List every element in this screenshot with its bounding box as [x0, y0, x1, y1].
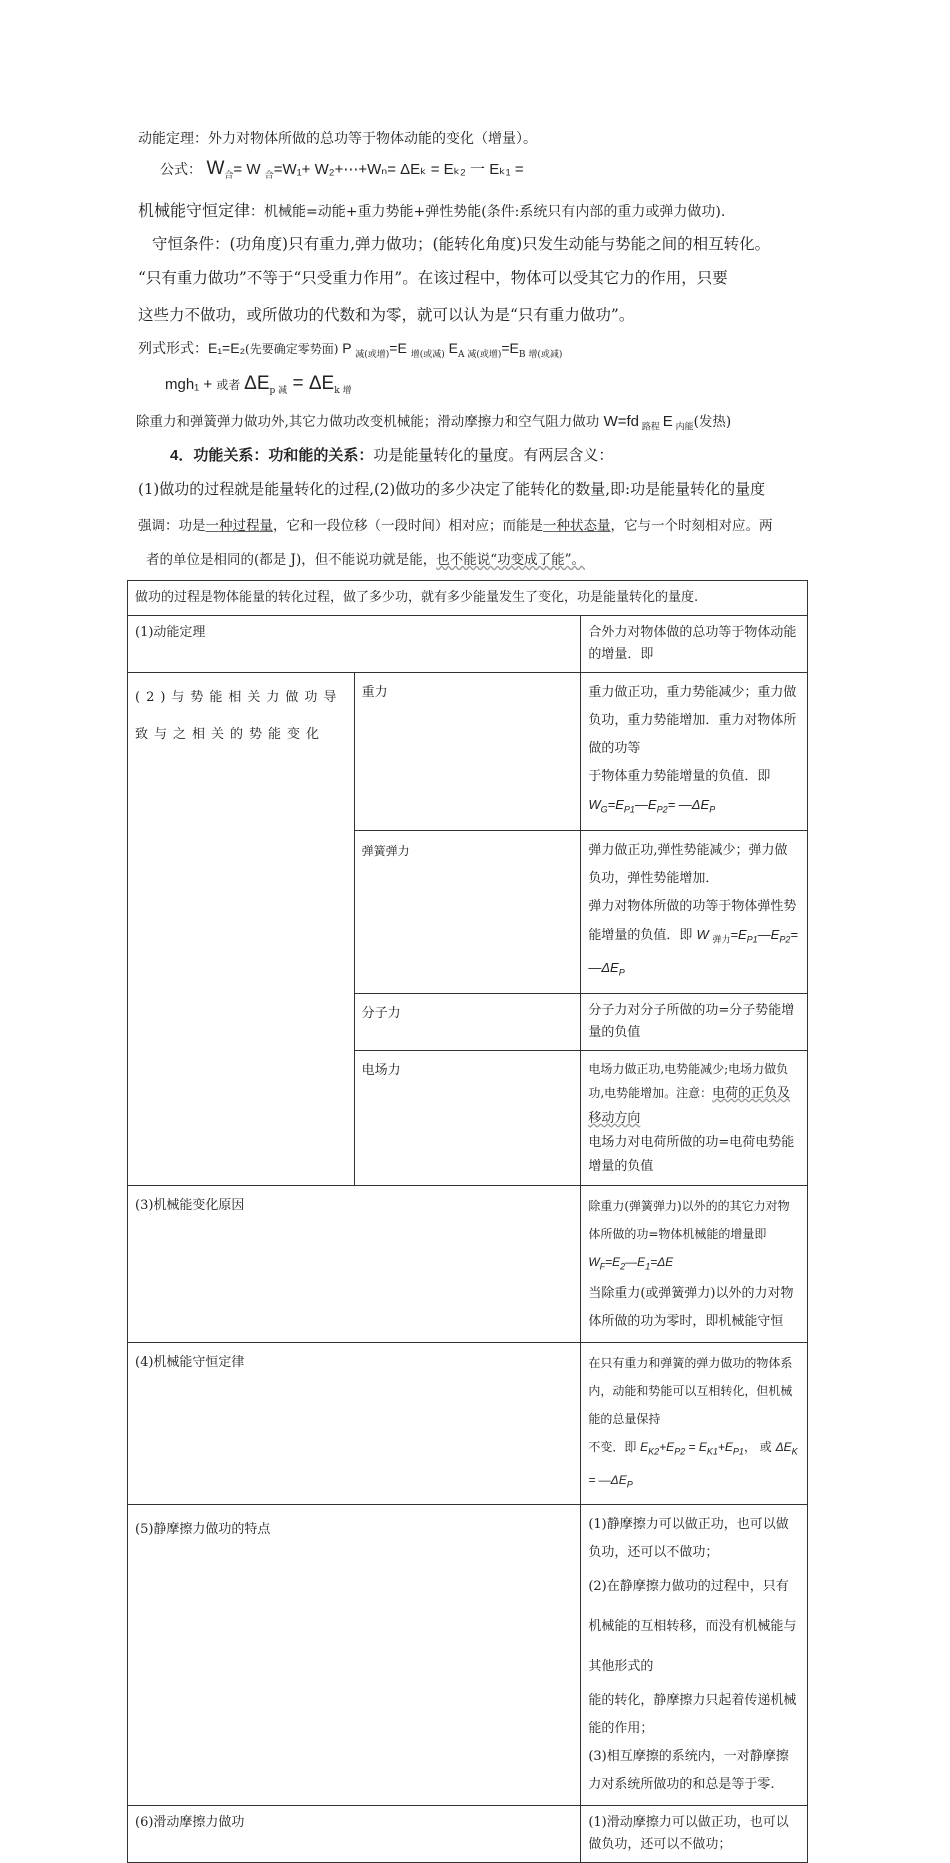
- r4-e2-sub: P2: [674, 1446, 686, 1457]
- g-de: = —ΔE: [667, 797, 710, 812]
- row-content: [581, 1185, 808, 1342]
- g-e2: —E: [634, 797, 657, 812]
- emphasis-c: ，它和一段位移（一段时间）相对应；而能是: [273, 518, 543, 534]
- units-line: [146, 548, 585, 568]
- static-friction-text-4: (3)相互摩擦的系统内，一对静摩擦力对系统所做功的和总是等于零.: [588, 1748, 789, 1792]
- conservation-text-2: [588, 1433, 800, 1498]
- row-content: 分子力对分子所做的功=分子势能增量的负值: [581, 993, 808, 1050]
- row-sublabel: 分子力: [354, 993, 581, 1050]
- emphasis-e: ，它与一个时刻相对应。两: [610, 518, 773, 534]
- electric-text-2: 电场力对电荷所做的功=电荷电势能增量的负值: [588, 1134, 795, 1174]
- mech-change-text-1: [588, 1192, 800, 1280]
- row-content: 合外力对物体做的总功等于物体动能的增量．即: [581, 616, 808, 673]
- conservation-conditions-line: 守恒条件：(功角度)只有重力,弹力做功；(能转化角度)只发生动能与势能之间的相互转化。: [152, 235, 771, 253]
- g-w: W: [588, 797, 601, 812]
- process-quantity: 一种过程量: [205, 518, 273, 534]
- electric-text-1a: 电场力做正功,电势能减少;电场力做负功,电势能增加。注意：: [588, 1061, 789, 1100]
- work-energy-table: [127, 580, 808, 1863]
- row-sublabel: 重力: [354, 673, 581, 831]
- r4-e3: = E: [685, 1440, 707, 1455]
- kinetic-energy-theorem-line: 动能定理：外力对物体所做的总功等于物体动能的变化（增量）。: [138, 131, 537, 147]
- eq-e: =E: [389, 340, 411, 356]
- row-label: (4)机械能守恒定律: [128, 1343, 581, 1505]
- delta-ep: ΔE: [244, 373, 270, 394]
- g-w-sub: G: [600, 804, 608, 815]
- r4-or: ， 或: [743, 1440, 776, 1455]
- emphasis-line: [138, 514, 773, 534]
- friction-work-line: [136, 410, 731, 433]
- eq-eb-sub: B 增(或减): [518, 349, 563, 360]
- electric-text-1b: 电荷的正负及移动方向: [588, 1085, 791, 1126]
- delta-ep-sub: p 减: [269, 386, 288, 396]
- r4-e4-sub: P1: [732, 1446, 744, 1457]
- static-friction-text-3: 能的转化，静摩擦力只起着传递机械能的作用；: [588, 1692, 797, 1736]
- row-content: (1)滑动摩擦力可以做正功，也可以做负功，还可以不做功；: [581, 1805, 808, 1862]
- section-4-number: 4．: [170, 447, 194, 464]
- conservation-text-1: 在只有重力和弹簧的弹力做功的物体系内，动能和势能可以互相转化，但机械能的总量保持: [588, 1356, 793, 1427]
- section-4-heading: [170, 444, 613, 465]
- table-header-cell: 做功的过程是物体能量的转化过程，做了多少功，就有多少能量发生了变化，功是能量转化的量度.: [128, 581, 808, 616]
- s-w: W: [696, 926, 713, 942]
- r4-dep-sub: P: [626, 1478, 633, 1489]
- two-meanings-line: (1)做功的过程就是能量转化的过程,(2)做功的多少决定了能转化的数量,即:功是能量转化的量度: [138, 480, 766, 498]
- s-e: =E: [730, 926, 747, 942]
- r4-dep: = —ΔE: [588, 1472, 627, 1487]
- r4-dek: ΔE: [775, 1440, 792, 1455]
- row-content: [581, 1504, 808, 1805]
- formula-line: [160, 158, 524, 181]
- row-label: (6)滑动摩擦力做功: [128, 1805, 581, 1862]
- r3-w-sub: F: [599, 1261, 606, 1272]
- formula-he2: 合: [264, 170, 274, 181]
- s-w-sub: 弹力: [712, 935, 731, 946]
- formula-w: W: [206, 158, 225, 179]
- table-row: [128, 673, 808, 831]
- eq-p-sub: 减(或增): [355, 349, 390, 360]
- spring-text-1: 弹力做正功,弹性势能减少；弹力做负功，弹性势能增加．: [588, 842, 788, 886]
- r4-e-sub: K2: [648, 1446, 660, 1457]
- mech-change-text-2: 当除重力(或弹簧弹力)以外的力对物体所做的功为零时，即机械能守恒: [588, 1286, 794, 1330]
- gravity-text-2: [588, 763, 800, 824]
- gravity-text-2a: 于物体重力势能增量的负值．即: [588, 769, 771, 784]
- or-word: 或者: [216, 378, 245, 392]
- static-friction-text-2: (2)在静摩擦力做功的过程中，只有机械能的互相转移，而没有机械能与其他形式的: [588, 1578, 797, 1674]
- friction-path-sub: 路程: [639, 422, 663, 433]
- state-quantity: 一种状态量: [543, 518, 611, 534]
- units-b: 也不能说“功变成了能”。: [436, 552, 586, 568]
- eq-ea-sub: A 减(或增): [457, 349, 502, 360]
- row-sublabel: 弹簧弹力: [354, 830, 581, 993]
- row-label: (5)静摩擦力做功的特点: [128, 1504, 581, 1805]
- conservation-law-heading: 机械能守恒定律: [138, 201, 251, 220]
- equation-forms-line: [138, 338, 562, 360]
- r4-e4: +E: [717, 1440, 733, 1455]
- row-sublabel: 电场力: [354, 1050, 581, 1185]
- electric-text-1: [588, 1057, 800, 1131]
- table-row: [128, 1343, 808, 1505]
- formula-body: =W₁+ W₂+⋯+Wₙ= ΔEₖ = Eₖ₂ 一 Eₖ₁ =: [273, 161, 524, 178]
- mech-change-text-1a: 除重力(弹簧弹力)以外的的其它力对物体所做的功=物体机械能的增量即: [588, 1198, 790, 1241]
- section-4-body: 功是能量转化的量度。有两层含义：: [373, 446, 614, 464]
- table-row: [128, 616, 808, 673]
- units-a: 者的单位是相同的(都是 J)，但不能说功就是能，: [146, 552, 437, 568]
- row-content: [581, 830, 808, 993]
- r3-e: =E: [605, 1254, 621, 1269]
- potential-energy-group-label: (2)与势能相关力做功导致与之相关的势能变化: [128, 673, 355, 1186]
- eq-p: P: [338, 340, 356, 356]
- row-label: (3)机械能变化原因: [128, 1185, 581, 1342]
- r3-e2-sub: 1: [645, 1261, 651, 1272]
- friction-e: E: [662, 413, 673, 430]
- delta-ek-sub: k 增: [334, 386, 352, 396]
- s-de: = —ΔE: [588, 926, 798, 976]
- conservation-law-body: ：机械能=动能+重力势能+弹性势能(条件:系统只有内部的重力或弹力做功).: [250, 204, 726, 220]
- friction-heat: (发热): [693, 414, 732, 430]
- eq-ea: E: [444, 340, 458, 356]
- r4-e2: +E: [659, 1440, 675, 1455]
- s-e-sub: P1: [746, 934, 758, 945]
- s-e2-sub: P2: [779, 934, 791, 945]
- mgh-term: mgh₁ +: [165, 376, 217, 393]
- section-4-title: 功能关系：功和能的关系：: [193, 447, 374, 464]
- formula-he: 合: [224, 170, 234, 181]
- r4-e3-sub: K1: [706, 1446, 718, 1457]
- eq-e-sub: 增(或减): [410, 349, 445, 360]
- conservation-text-2a: 不变．即: [588, 1440, 641, 1455]
- gravity-only-line-2: 这些力不做功，或所做功的代数和为零，就可以认为是“只有重力做功”。: [138, 306, 635, 324]
- delta-ek: = ΔE: [287, 373, 335, 394]
- row-label: (1)动能定理: [128, 616, 581, 673]
- table-row: [128, 581, 808, 616]
- eq-zero-plane-note: (先要确定零势面): [245, 342, 339, 356]
- table-row: [128, 1504, 808, 1805]
- gravity-text-1: 重力做正功，重力势能减少；重力做负功，重力势能增加．重力对物体所做的功等: [588, 685, 797, 756]
- r3-e-sub: 2: [620, 1261, 626, 1272]
- energy-change-line: [165, 373, 352, 396]
- g-e-sub: P1: [623, 804, 635, 815]
- r3-w: W: [588, 1254, 600, 1269]
- spring-text-2a: 弹力对物体所做的功等于物体弹性势能增量的负值．即: [588, 898, 797, 943]
- friction-internal-sub: 内能: [672, 422, 694, 433]
- static-friction-text-1: (1)静摩擦力可以做正功，也可以做负功，还可以不做功；: [588, 1516, 789, 1560]
- s-de-sub: P: [618, 967, 625, 978]
- spring-text-2: [588, 893, 800, 987]
- eq-eb: =E: [501, 340, 519, 356]
- table-row: [128, 1185, 808, 1342]
- r3-e2: —E: [625, 1254, 646, 1269]
- g-e: =E: [607, 797, 624, 812]
- friction-text: 除重力和弹簧弹力做功外,其它力做功改变机械能；滑动摩擦力和空气阻力做功: [136, 414, 604, 430]
- eq-e1e2: E₁=E₂: [208, 340, 246, 356]
- emphasis-a: 强调：功是: [138, 518, 206, 534]
- gravity-only-line-1: “只有重力做功”不等于“只受重力作用”。在该过程中，物体可以受其它力的作用，只要: [138, 269, 728, 287]
- row-content: [581, 1343, 808, 1505]
- r3-de: =ΔE: [650, 1254, 674, 1269]
- row-content: [581, 1050, 808, 1185]
- r4-dek-sub: K: [791, 1446, 798, 1457]
- friction-w: W=fd: [603, 413, 640, 430]
- conservation-law-line: [138, 198, 725, 221]
- g-de-sub: P: [709, 804, 716, 815]
- equation-forms-label: 列式形式：: [138, 341, 208, 357]
- formula-label: 公式：: [160, 162, 202, 178]
- formula-rest: = W: [233, 161, 265, 178]
- table-row: [128, 1805, 808, 1862]
- s-e2: —E: [757, 926, 780, 942]
- r4-e: E: [640, 1440, 649, 1455]
- row-content: [581, 673, 808, 831]
- g-e2-sub: P2: [656, 804, 668, 815]
